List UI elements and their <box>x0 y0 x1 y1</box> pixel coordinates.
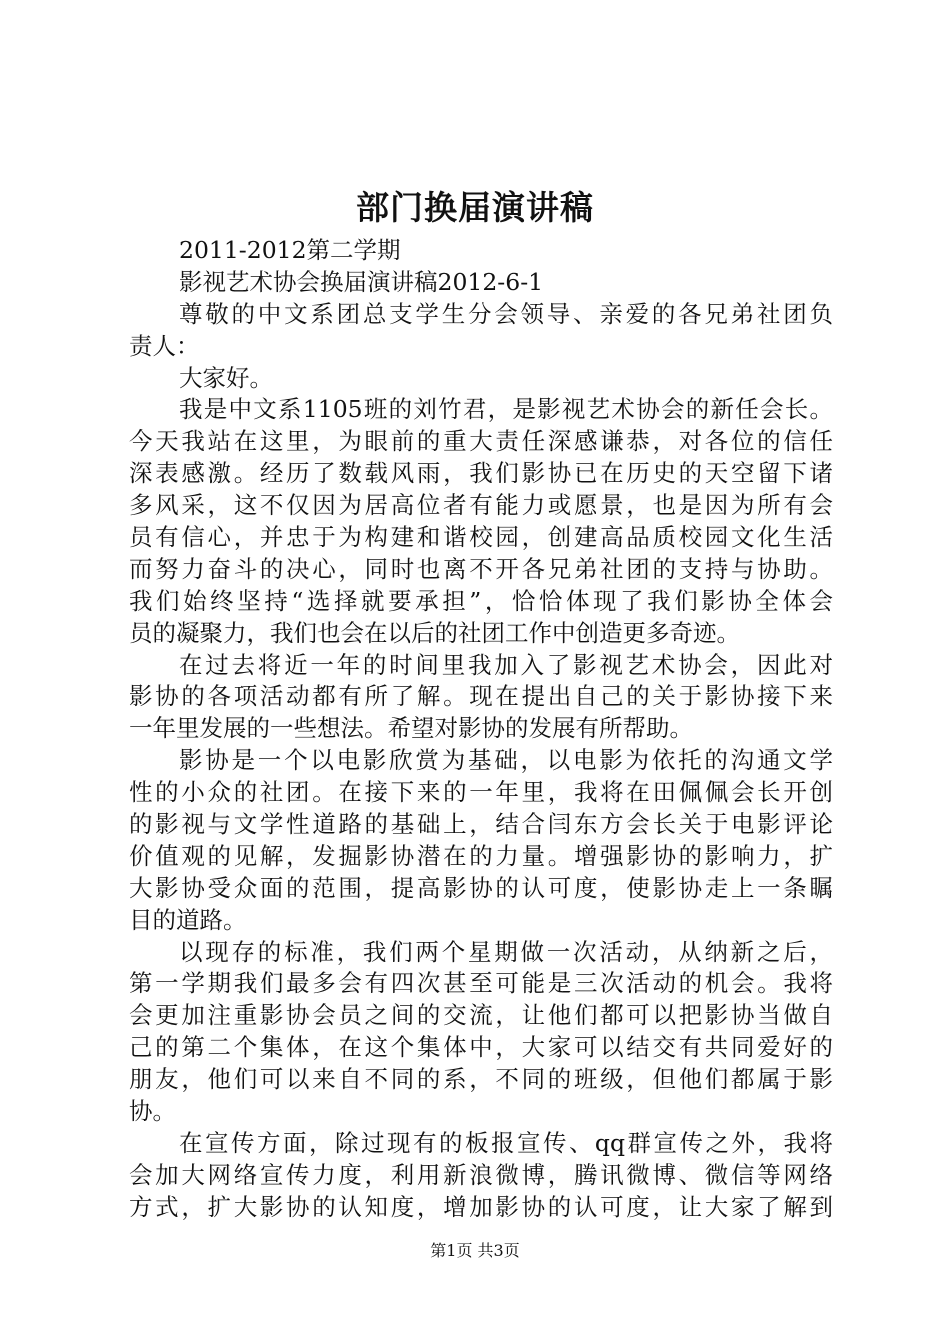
text-line: 今天我站在这里，为眼前的重大责任深感谦恭，对各位的信任 <box>129 427 833 456</box>
text-line: 多风采，这不仅因为居高位者有能力或愿景，也是因为所有会 <box>129 491 833 520</box>
text-line: 在宣传方面，除过现有的板报宣传、qq群宣传之外，我将 <box>179 1128 833 1157</box>
text-line: 而努力奋斗的决心，同时也离不开各兄弟社团的支持与协助。 <box>129 554 833 583</box>
text-line: 朋友，他们可以来自不同的系，不同的班级，但他们都属于影 <box>129 1065 833 1094</box>
text-line: 大家好。 <box>179 363 273 392</box>
text-line: 大影协受众面的范围，提高影协的认可度，使影协走上一条瞩 <box>129 873 833 902</box>
text-line: 2011-2012第二学期 <box>179 236 401 264</box>
document-title: 部门换届演讲稿 <box>356 188 594 227</box>
text-line: 深表感激。经历了数载风雨，我们影协已在历史的天空留下诸 <box>129 459 833 488</box>
text-line: 影协是一个以电影欣赏为基础，以电影为依托的沟通文学 <box>179 746 833 775</box>
text-line: 我们始终坚持“选择就要承担”，恰恰体现了我们影协全体会 <box>129 586 833 615</box>
text-line: 影协的各项活动都有所了解。现在提出自己的关于影协接下来 <box>129 682 833 711</box>
text-line: 己的第二个集体，在这个集体中，大家可以结交有共同爱好的 <box>129 1033 833 1062</box>
text-line: 目的道路。 <box>129 905 247 934</box>
text-line: 尊敬的中文系团总支学生分会领导、亲爱的各兄弟社团负 <box>179 299 833 328</box>
text-line: 会加大网络宣传力度，利用新浪微博，腾讯微博、微信等网络 <box>129 1160 833 1189</box>
text-line: 协。 <box>129 1097 176 1126</box>
text-line: 影视艺术协会换届演讲稿2012-6-1 <box>179 267 544 296</box>
text-line: 性的小众的社团。在接下来的一年里，我将在田佩佩会长开创 <box>129 778 833 807</box>
text-line: 价值观的见解，发掘影协潜在的力量。增强影协的影响力，扩 <box>129 841 833 870</box>
text-line: 员的凝聚力，我们也会在以后的社团工作中创造更多奇迹。 <box>129 618 740 647</box>
text-line: 在过去将近一年的时间里我加入了影视艺术协会，因此对 <box>179 650 833 679</box>
document-body <box>129 235 833 1224</box>
text-line: 第一学期我们最多会有四次甚至可能是三次活动的机会。我将 <box>129 969 833 998</box>
text-line: 会更加注重影协会员之间的交流，让他们都可以把影协当做自 <box>129 1001 833 1030</box>
text-line: 以现存的标准，我们两个星期做一次活动，从纳新之后， <box>179 937 833 966</box>
text-line: 责人： <box>129 331 200 360</box>
text-line: 我是中文系1105班的刘竹君，是影视艺术协会的新任会长。 <box>179 395 833 424</box>
text-line: 一年里发展的一些想法。希望对影协的发展有所帮助。 <box>129 714 693 743</box>
text-line: 员有信心，并忠于为构建和谐校园，创建高品质校园文化生活 <box>129 523 833 552</box>
text-line: 的影视与文学性道路的基础上，结合闫东方会长关于电影评论 <box>129 810 833 839</box>
text-line: 方式，扩大影协的认知度，增加影协的认可度，让大家了解到 <box>129 1192 833 1221</box>
page-footer: 第1页 共3页 <box>430 1241 520 1260</box>
